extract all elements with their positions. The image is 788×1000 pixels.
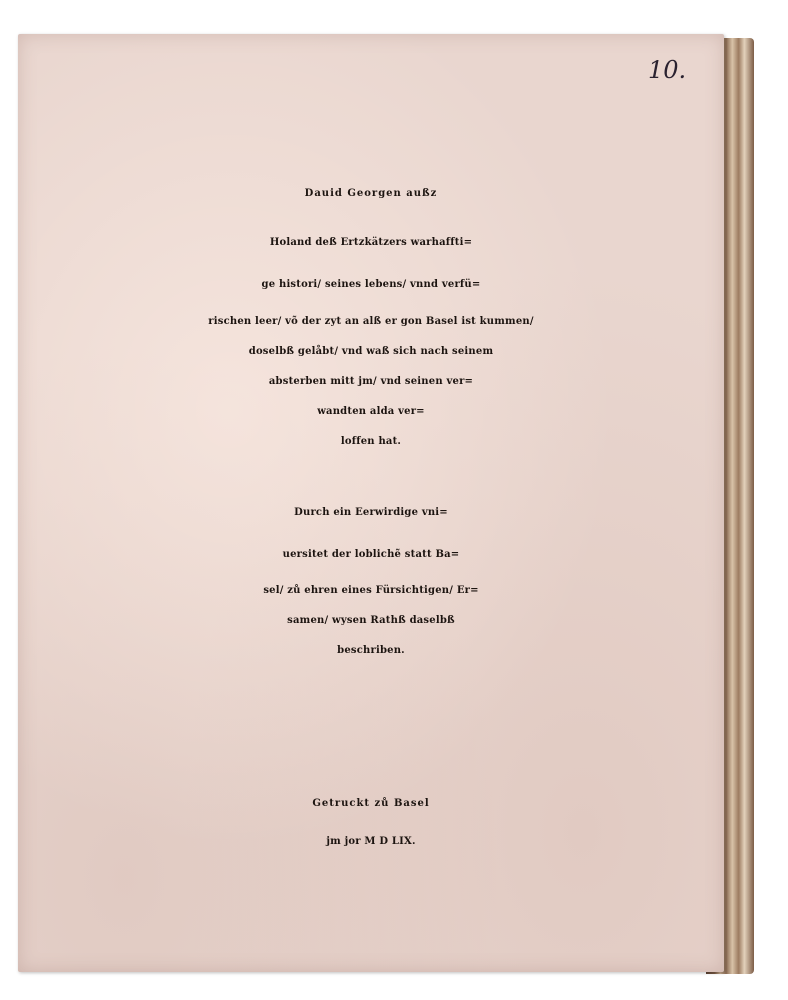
imprint-block (18, 782, 724, 858)
title-line: rischen leer/ võ der zyt an alß er gon Basel ist kummen/ (208, 316, 534, 327)
authority-line: uersitet der loblichẽ statt Ba= (282, 549, 460, 560)
title-line: doselbß gelåbt/ vnd waß sich nach seinem (248, 346, 494, 357)
authority-line: Durch ein Eerwirdige vni= (294, 507, 448, 518)
title-line: Dauid Georgen außz (304, 188, 438, 199)
authority-line: sel/ zů ehren eines Fürsichtigen/ Er= (263, 585, 479, 596)
title-line: Holand deß Ertzkätzers warhaffti= (269, 237, 473, 248)
book (18, 34, 760, 976)
title-line: absterben mitt jm/ vnd seinen ver= (268, 376, 474, 387)
title-line: loffen hat. (340, 436, 402, 447)
folio-number: 10. (648, 56, 687, 84)
title-line: ge histori/ seines lebens/ vnnd verfü= (261, 279, 481, 290)
imprint-place: Getruckt zů Basel (312, 798, 430, 809)
title-line: wandten alda ver= (317, 406, 425, 417)
authority-line: samen/ wysen Rathß daselbß (287, 615, 455, 626)
authority-line: beschriben. (337, 645, 405, 656)
authority-block (18, 492, 724, 666)
imprint-date: jm jor M D LIX. (326, 836, 416, 847)
title-block (18, 166, 724, 457)
title-page (18, 34, 724, 972)
